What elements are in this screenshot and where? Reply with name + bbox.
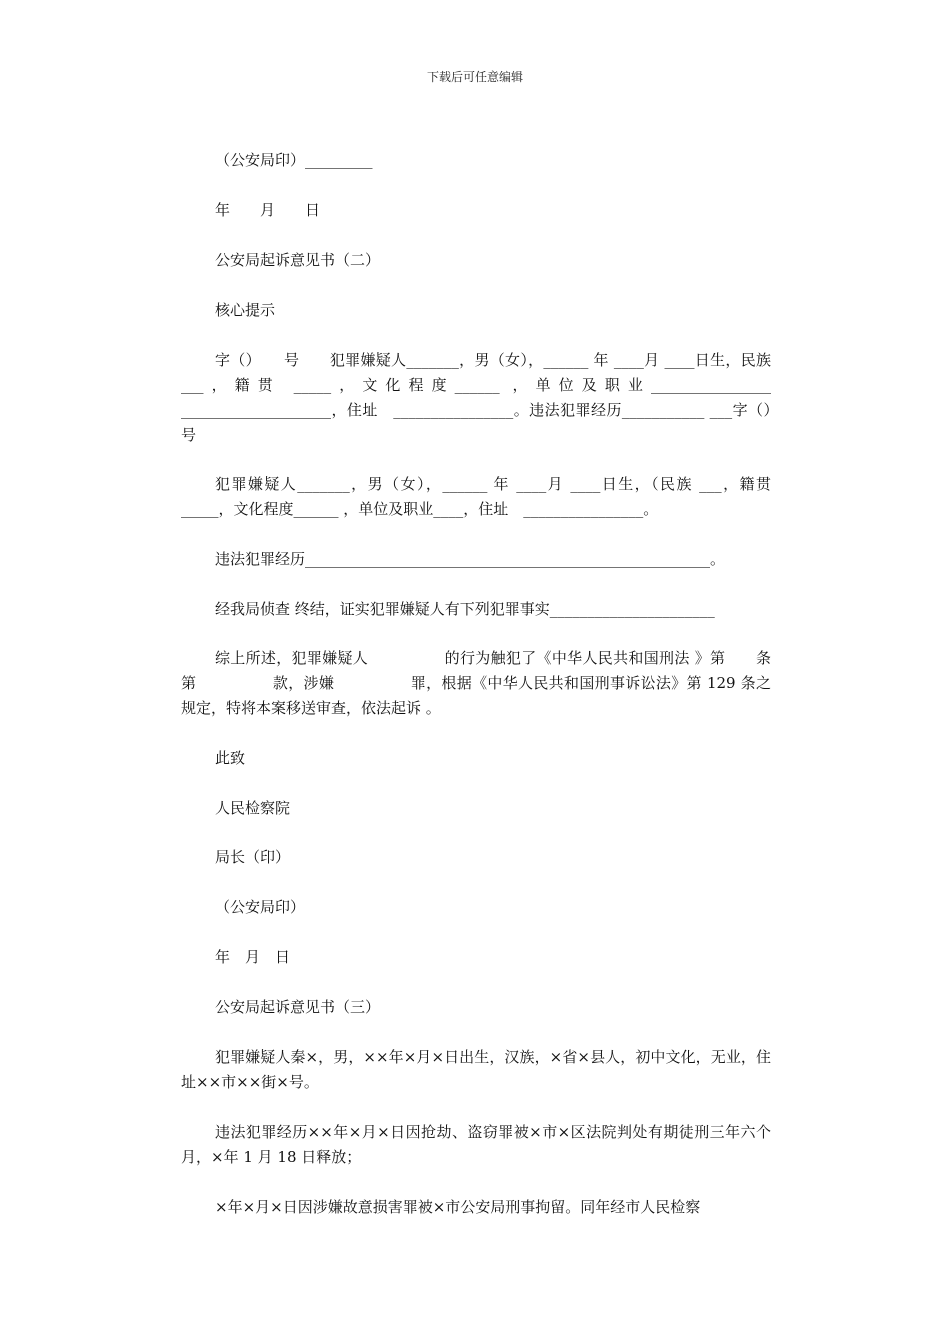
section-title: 公安局起诉意见书（二） [215, 251, 381, 269]
form-paragraph: 违法犯罪经历______________________________________________________。 [215, 550, 726, 568]
paragraph: 综上所述，犯罪嫌疑人 的行为触犯了《中华人民共和国刑法 》第 条第 款，涉嫌 罪，根据《中华人民共和国刑事诉讼法》第 129 条之规定，特将本案移送审查，依法起诉 。 [181, 649, 771, 717]
paragraph: 年 月 日 [215, 201, 321, 219]
paragraph: 犯罪嫌疑人秦×，男，××年×月×日出生，汉族，×省×县人，初中文化，无业，住址××市××街×号。 [181, 1048, 771, 1091]
paragraph: 此致 [215, 749, 246, 767]
paragraph: 违法犯罪经历××年×月×日因抢劫、盗窃罪被×市×区法院判处有期徒刑三年六个月，×年 1 月 18 日释放； [181, 1123, 771, 1166]
paragraph: ×年×月×日因涉嫌故意损害罪被×市公安局刑事拘留。同年经市人民检察 [215, 1198, 701, 1216]
paragraph: 核心提示 [215, 301, 276, 319]
paragraph: 局长（印） [215, 848, 291, 866]
paragraph: （公安局印） [215, 898, 306, 916]
form-paragraph: 字（） 号 犯罪嫌疑人_______，男（女），______ 年 ____月 ____日生，民族 ___，籍贯 _____，文化程度______ ，单位及职业________________ ____________________，住址 ________________。违法犯罪经历___________ ___字（） 号 [181, 351, 802, 444]
paragraph: （公安局印）_________ [215, 151, 373, 169]
form-paragraph: 犯罪嫌疑人_______，男（女），______ 年 ____月 ____日生，（民族 ___，籍贯 _____，文化程度______ ，单位及职业____，住址 ________________。 [181, 475, 776, 518]
paragraph: 人民检察院 [215, 799, 291, 817]
form-paragraph: 经我局侦查 终结，证实犯罪嫌疑人有下列犯罪事实______________________ [215, 600, 715, 618]
paragraph: 年 月 日 [215, 948, 291, 966]
section-title: 公安局起诉意见书（三） [215, 998, 381, 1016]
page-header: 下载后可任意编辑 [426, 70, 523, 84]
